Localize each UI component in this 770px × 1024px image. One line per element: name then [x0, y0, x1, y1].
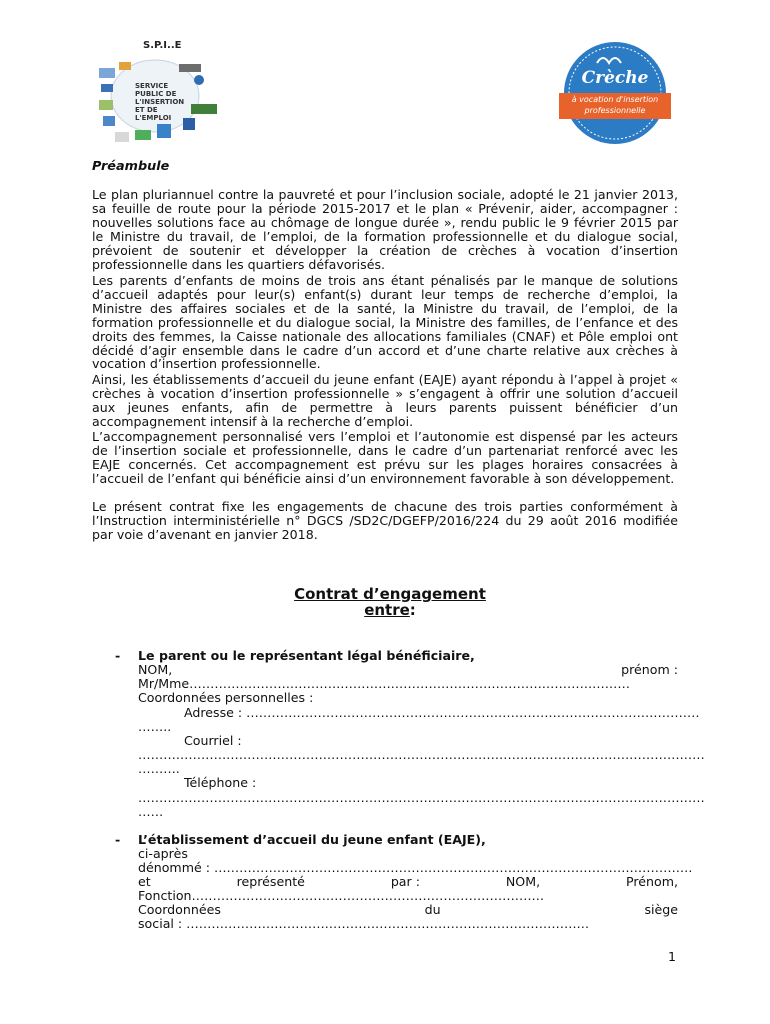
creche-logo-circle [553, 41, 677, 145]
eaje-ci-apres: ci-après [138, 846, 188, 861]
parent-telephone-cont: …… [138, 804, 164, 819]
creche-logo-subtitle-1: à vocation d'insertion [571, 95, 659, 104]
parent-adresse-cont: …….. [138, 719, 172, 734]
parent-adresse-field: Adresse : ……………………………………………………………………………………………… [184, 705, 700, 720]
spie-line: ET DE [135, 106, 158, 114]
eaje-rep-word: Prénom, [626, 874, 678, 889]
eaje-siege-social-field: social : …………………………………………………………………………………… [138, 916, 590, 931]
parent-courriel-label: Courriel : [184, 733, 242, 748]
creche-logo-title: Crèche [581, 68, 649, 88]
contract-title-line-1: Contrat d’engagement [294, 585, 486, 603]
parent-prenom-label: prénom : [621, 662, 678, 677]
eaje-heading: L’établissement d’accueil du jeune enfant (EAJE), [138, 832, 486, 847]
eaje-fonction-field: Fonction………………………………………………………………………… [138, 888, 545, 903]
eaje-rep-word: et [138, 874, 151, 889]
spie-line: L'INSERTION [135, 98, 185, 106]
preambule-paragraph-4: L’accompagnement personnalisé vers l’emploi et l’autonomie est dispensé par les acteurs de l’insertion sociale et professionnelle, dans le cadre d’un partenariat renforcé avec les EAJE concernés. Cet accompagnement est prévu sur les plages horaires consacrées à l’accueil de l’enfant qui bénéficie ainsi d’un environnement favorable à son développement. [92, 429, 678, 486]
parent-courriel-field: ……………………………………………………………………………………………………………………… [138, 747, 705, 762]
preambule-paragraph-1: Le plan pluriannuel contre la pauvreté et pour l’inclusion sociale, adopté le 21 janvier 2013, sa feuille de route pour la période 2015-2017 et le plan « Prévenir, aider, accompagner : nouvelles solutions face au chômage de longue durée », rendu public le 9 février 2015 par le Ministre du travail, de l’emploi, de la formation professionnelle et du dialogue social, prévoient de soutenir et développer la création de crèches à vocation d’insertion professionnelle dans les quartiers défavorisés. [92, 187, 678, 272]
spie-logo [95, 40, 225, 145]
preambule-heading: Préambule [92, 159, 170, 174]
parent-coord-label: Coordonnées personnelles : [138, 690, 314, 705]
parent-telephone-field: ……………………………………………………………………………………………………………………… [138, 790, 705, 805]
creche-logo [553, 41, 677, 145]
preambule-paragraph-2: Les parents d’enfants de moins de trois ans étant pénalisés par le manque de solutions d’accueil adaptés pour leur(s) enfant(s) durant leur temps de recherche d’emploi, la Ministre des affaires sociales et de la santé, la Ministre du travail, de l’emploi, de la formation professionnelle et du dialogue social, la Ministre des familles, de l’enfance et des droits des femmes, la Caisse nationale des allocations familiales (CNAF) et Pôle emploi ont décidé d’agir ensemble dans le cadre d’un accord et d’une charte relative aux crèches à vocation d’insertion professionnelle. [92, 273, 678, 372]
spie-line: SERVICE [135, 82, 169, 90]
page-number: 1 [668, 949, 677, 964]
eaje-rep-word: représenté [236, 874, 305, 889]
parent-mrmme-field: Mr/Mme…………………………………………………………………………………………… [138, 676, 630, 691]
parent-telephone-label: Téléphone : [184, 775, 257, 790]
preambule-paragraph-3: Ainsi, les établissements d’accueil du jeune enfant (EAJE) ayant répondu à l’appel à projet « crèches à vocation d’insertion professionnelle » s’engagent à offrir une solution d’accueil aux jeunes enfants, afin de permettre à leurs parents puissent bénéficier d’un accompagnement intensif à la recherche d’emploi. [92, 372, 678, 429]
eaje-rep-word: NOM, [505, 874, 541, 889]
spie-line: L'EMPLOI [135, 114, 172, 122]
eaje-coord-word: du [424, 902, 441, 917]
spie-line: PUBLIC DE [135, 90, 177, 98]
parent-dash: - [115, 648, 121, 663]
eaje-rep-word: par : [390, 874, 420, 889]
eaje-coord-row [138, 902, 678, 917]
contract-title-line-2 [230, 602, 550, 618]
parent-nom-row [138, 662, 678, 677]
contract-title-colon: : [409, 601, 416, 619]
contract-title [230, 586, 550, 618]
parent-nom-label: NOM, [138, 662, 173, 677]
eaje-represente-row [138, 874, 678, 889]
eaje-coord-word: Coordonnées [138, 902, 221, 917]
contract-title-entre: entre [364, 601, 410, 619]
eaje-dash: - [115, 832, 121, 847]
eaje-denomme-field: dénommé : …………………………………………………………………………………………………… [138, 860, 693, 875]
spie-logo-title: S.P.I..E [143, 40, 182, 51]
parent-heading: Le parent ou le représentant légal bénéficiaire, [138, 648, 475, 663]
creche-logo-subtitle-2: professionnelle [584, 106, 646, 115]
spie-logo-lines [135, 82, 184, 122]
preambule-paragraph-5: Le présent contrat fixe les engagements de chacune des trois parties conformément à l’Instruction interministérielle n° DGCS /SD2C/DGEFP/2016/224 du 29 août 2016 modifiée par voie d’avenant en janvier 2018. [92, 499, 678, 542]
parent-courriel-cont: ………. [138, 761, 180, 776]
eaje-coord-word: siège [644, 902, 678, 917]
